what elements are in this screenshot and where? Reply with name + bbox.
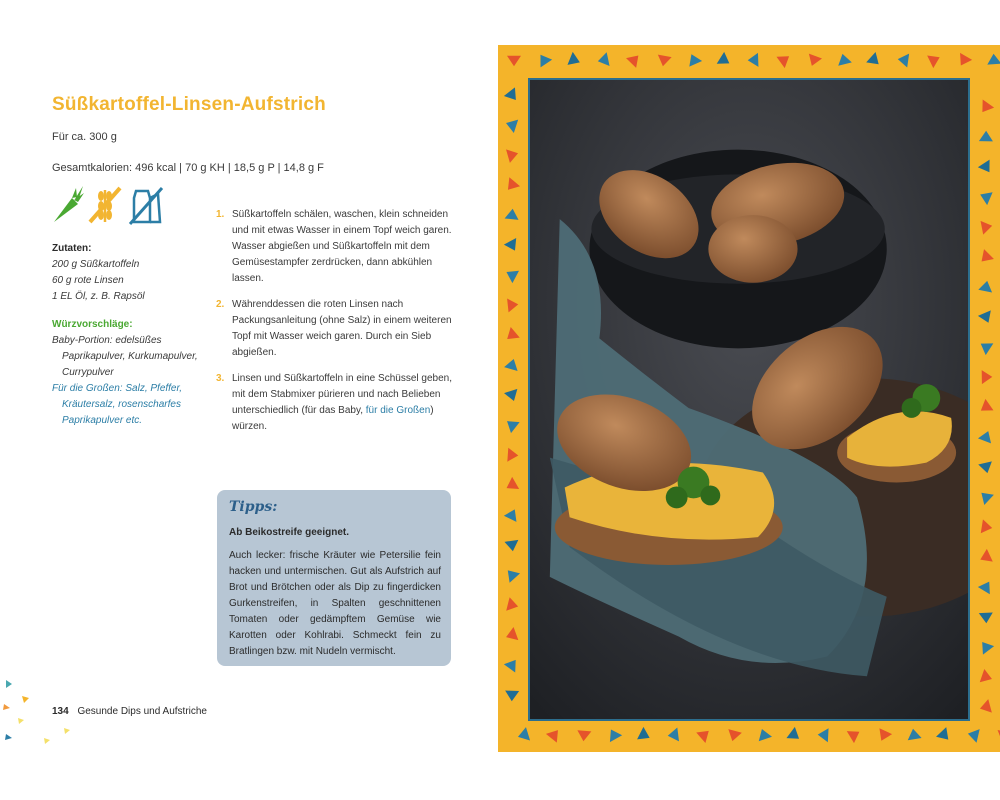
page-number: 134 (52, 706, 69, 717)
frame-triangle (747, 53, 758, 67)
frame-triangle (504, 238, 521, 254)
frame-triangle (776, 51, 793, 68)
frame-triangle (576, 730, 591, 742)
frame-triangle (977, 188, 992, 205)
frame-triangle (987, 53, 1000, 64)
frame-triangle (667, 728, 679, 743)
frame-triangle (978, 279, 994, 292)
instruction-step (216, 207, 456, 287)
frame-triangle (605, 726, 622, 742)
frame-triangle (979, 131, 993, 142)
no-wheat-icon (90, 188, 120, 222)
instruction-step (216, 371, 456, 435)
frame-triangle (637, 727, 653, 744)
ingredients-list (52, 241, 212, 305)
frame-triangle (685, 51, 702, 66)
recipe-title: Süßkartoffel-Linsen-Aufstrich (52, 94, 326, 115)
frame-triangle (504, 506, 521, 522)
frame-triangle (505, 691, 519, 702)
frame-triangle (505, 208, 520, 220)
frame-triangle (567, 52, 582, 69)
step-number: 2. (216, 299, 225, 310)
step-text: ) würzen. (232, 405, 434, 432)
frame-triangle (805, 54, 822, 69)
frame-triangle (955, 53, 972, 69)
frame-triangle (503, 566, 520, 583)
frame-triangle (982, 370, 993, 384)
frame-triangle (506, 597, 520, 613)
frame-triangle (755, 727, 772, 741)
step-text: Währenddessen die roten Linsen nach Packungsanleitung (ohne Salz) in einem weiteren Topf mit Wasser weich garen. Durch ein Sieb abgießen. (232, 299, 452, 358)
frame-triangle (977, 399, 994, 416)
ingredients-heading: Zutaten: (52, 243, 92, 254)
ingredient-item: 60 g rote Linsen (52, 275, 124, 286)
ingredient-item: 200 g Süßkartoffeln (52, 259, 140, 270)
frame-triangle (866, 52, 883, 69)
food-photo (528, 78, 970, 721)
frame-triangle (927, 51, 943, 68)
frame-triangle (504, 540, 519, 552)
instructions (216, 207, 456, 445)
frame-triangle (504, 656, 521, 673)
frame-triangle (656, 55, 672, 68)
chapter-name: Gesunde Dips und Aufstriche (77, 706, 207, 717)
instruction-step (216, 297, 456, 361)
frame-triangle (596, 52, 609, 68)
nutrition-info: Gesamtkalorien: 496 kcal | 70 g KH | 18,5 g P | 14,8 g F (52, 162, 324, 174)
frame-triangle (503, 266, 519, 283)
frame-triangle (504, 357, 520, 371)
frame-triangle (546, 726, 563, 743)
carrot-icon (54, 186, 84, 222)
step-number: 1. (216, 209, 225, 220)
frame-triangle (875, 728, 892, 743)
frame-triangle (978, 699, 992, 715)
frame-triangle (979, 612, 994, 623)
frame-triangle (507, 56, 521, 67)
step-number: 3. (216, 373, 225, 384)
tips-heading: Ab Beikostreife geeignet. (229, 527, 350, 538)
frame-triangle (981, 519, 994, 534)
frame-triangle (977, 338, 993, 355)
frame-triangle (504, 627, 519, 644)
recipe-yield: Für ca. 300 g (52, 131, 117, 143)
frame-triangle (726, 729, 742, 743)
frame-triangle (978, 429, 995, 444)
seasoning-adults: Für die Großen: Salz, Pfeffer, Kräutersalz, rosenscharfes Paprikapulver etc. (52, 383, 183, 426)
frame-triangle (978, 578, 995, 594)
diet-icons (50, 184, 165, 226)
frame-triangle (504, 116, 518, 133)
no-milk-icon (130, 188, 162, 224)
frame-triangle (817, 728, 828, 743)
tips-text: Auch lecker: frische Kräuter wie Petersilie fein hacken und untermischen. Gut als Aufstrich auf Brot und Brötchen oder als Dip zu fingerdicken Gurkenstreifen, in Spalten geschnittenen Tomaten oder gedämpftem Gemüse wie Karotten oder Kohlrabi. Schmeckt fein zu Bratlingen bzw. mit Nudeln vermischt. (229, 550, 441, 657)
frame-triangle (504, 389, 521, 403)
frame-triangle (507, 448, 518, 463)
step-text: Süßkartoffeln schälen, waschen, klein schneiden und mit etwas Wasser in einem Topf weich garen. Wasser abgießen und Süßkartoffeln mit dem Gemüsestampfer zerdrücken, dann abkühlen lassen. (232, 209, 452, 284)
frame-triangle (977, 549, 992, 566)
seasoning-suggestions (52, 317, 212, 429)
frame-triangle (978, 310, 995, 325)
frame-triangle (507, 297, 519, 312)
frame-triangle (977, 638, 994, 655)
frame-triangle (503, 416, 520, 433)
seasoning-baby: Baby-Portion: edelsüßes Paprikapulver, Kurkumapulver, Currypulver (52, 335, 198, 378)
frame-triangle (503, 327, 520, 344)
frame-triangle (977, 488, 994, 505)
frame-triangle (906, 728, 921, 741)
frame-triangle (626, 51, 643, 68)
frame-triangle (786, 727, 803, 744)
step-text: Linsen und Süßkartoffeln in eine Schüssel geben, mit dem Stabmixer pürieren und nach Belieben unterschiedlich (für das Baby, (232, 373, 452, 416)
frame-triangle (503, 477, 519, 494)
frame-triangle (978, 461, 994, 474)
frame-triangle (696, 726, 713, 743)
tips-box (217, 490, 451, 666)
ingredient-item: 1 EL Öl, z. B. Rapsöl (52, 291, 145, 302)
frame-triangle (978, 160, 995, 176)
frame-triangle (977, 100, 994, 117)
frame-triangle (717, 52, 733, 69)
page-footer (52, 706, 207, 717)
frame-triangle (966, 727, 979, 743)
seasoning-heading: Würzvorschläge: (52, 319, 133, 330)
frame-triangle (516, 727, 530, 743)
frame-triangle (897, 52, 909, 67)
frame-triangle (535, 51, 552, 68)
frame-triangle (981, 219, 994, 235)
frame-triangle (836, 52, 852, 66)
frame-triangle (506, 147, 520, 163)
frame-triangle (847, 726, 863, 743)
frame-triangle (977, 249, 994, 266)
frame-triangle (936, 727, 953, 744)
frame-triangle (504, 87, 521, 104)
tips-title: Tipps: (229, 499, 278, 515)
frame-triangle (503, 177, 520, 194)
frame-triangle (980, 669, 994, 686)
step-link-adults: für die Großen (365, 405, 431, 416)
